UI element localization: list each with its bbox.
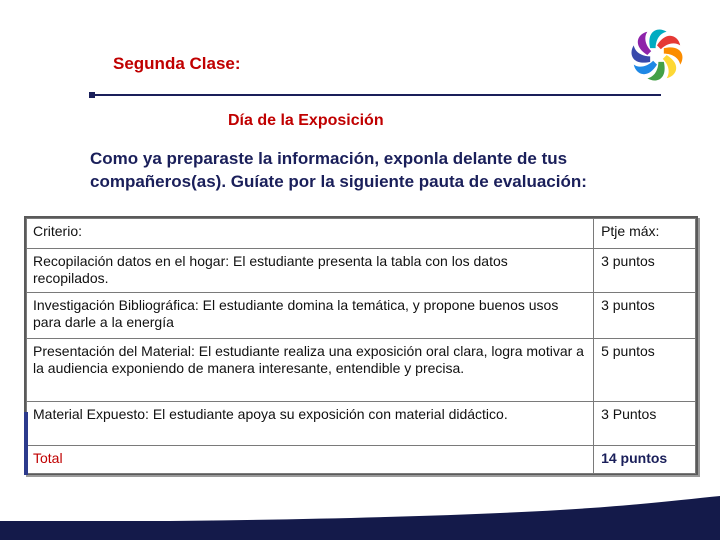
table-row	[27, 402, 696, 446]
accent-bar	[24, 412, 28, 475]
footer-band	[0, 521, 720, 540]
row-criterio: Recopilación datos en el hogar: El estudiante presenta la tabla con los datos recopilados.	[27, 249, 594, 293]
total-row	[27, 446, 696, 474]
table-header-row	[27, 219, 696, 249]
row-puntaje: 3 puntos	[594, 293, 696, 339]
logo-petal	[663, 55, 676, 78]
header-criterio: Criterio:	[27, 219, 594, 249]
total-label: Total	[27, 446, 594, 474]
logo-petal	[634, 61, 657, 74]
row-puntaje: 3 Puntos	[594, 402, 696, 446]
table-row	[27, 249, 696, 293]
table-row	[27, 339, 696, 402]
row-criterio: Presentación del Material: El estudiante realiza una exposición oral clara, logra motivar a la audiencia exponiendo de manera interesante, entendible y precisa.	[27, 339, 594, 402]
divider-line	[92, 94, 661, 96]
slide-title: Segunda Clase:	[113, 54, 241, 73]
logo-petal	[638, 32, 651, 55]
slide-subtitle: Día de la Exposición	[228, 112, 384, 129]
row-criterio: Investigación Bibliográfica: El estudiante domina la temática, y propone buenos usos para darle a la energía	[27, 293, 594, 339]
intro-text: Como ya preparaste la información, exponla delante de tus compañeros(as). Guíate por la siguiente pauta de evaluación:	[90, 149, 587, 191]
header-puntaje: Ptje máx:	[594, 219, 696, 249]
total-value: 14 puntos	[594, 446, 696, 474]
footer-wave	[0, 496, 720, 524]
row-puntaje: 3 puntos	[594, 249, 696, 293]
logo-petal	[657, 36, 680, 49]
evaluation-table	[24, 216, 698, 475]
row-criterio: Material Expuesto: El estudiante apoya su exposición con material didáctico.	[27, 402, 594, 446]
table-row	[27, 293, 696, 339]
pinwheel-logo-icon	[628, 26, 686, 84]
row-puntaje: 5 puntos	[594, 339, 696, 402]
